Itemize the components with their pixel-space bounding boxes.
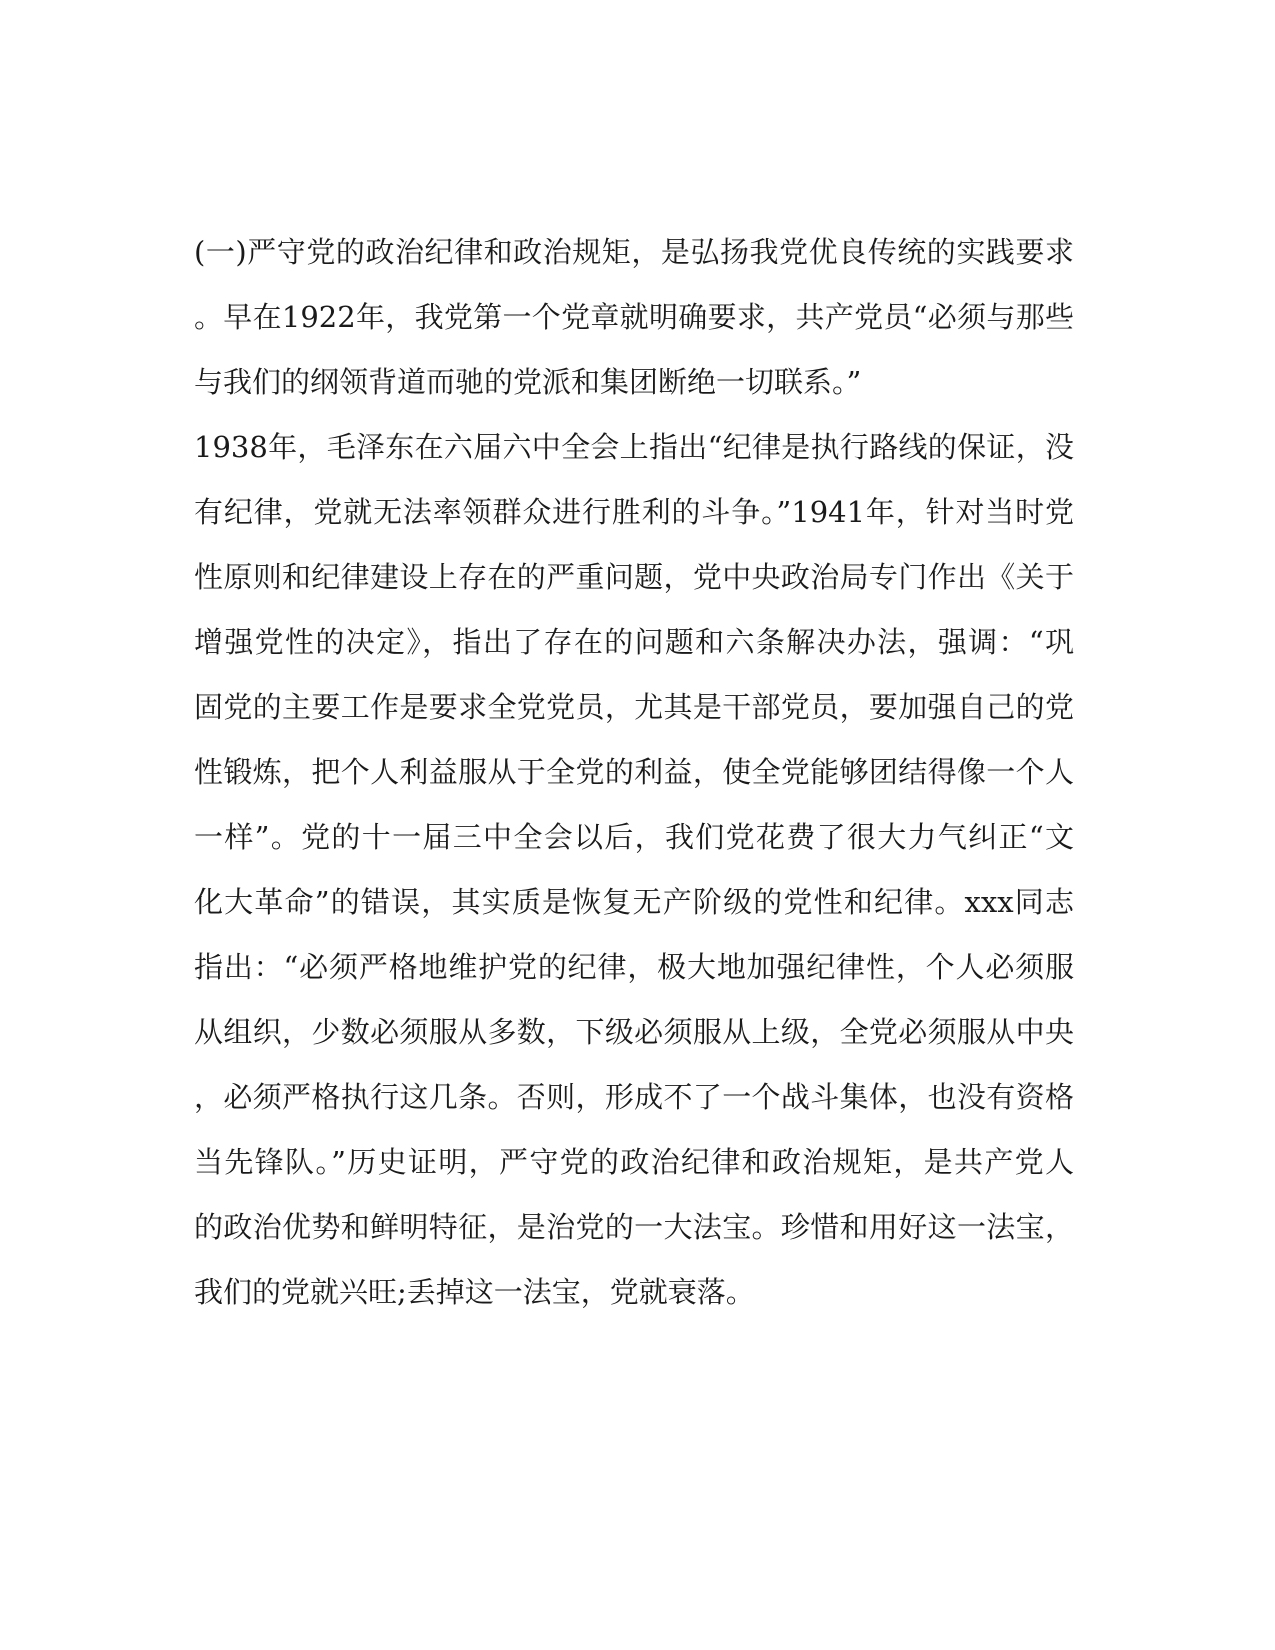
text-line: 性锻炼，把个人利益服从于全党的利益，使全党能够团结得像一个人	[194, 755, 1074, 789]
text-line: 从组织，少数必须服从多数，下级必须服从上级，全党必须服从中央	[194, 1015, 1074, 1049]
text-line: 有纪律，党就无法率领群众进行胜利的斗争。”1941年，针对当时党	[194, 495, 1074, 529]
text-line: 我们的党就兴旺;丢掉这一法宝，党就衰落。	[194, 1275, 755, 1309]
text-line: (一)严守党的政治纪律和政治规矩，是弘扬我党优良传统的实践要求	[194, 235, 1074, 269]
text-line: 增强党性的决定》，指出了存在的问题和六条解决办法，强调：“巩	[194, 625, 1074, 659]
text-line: 指出：“必须严格地维护党的纪律，极大地加强纪律性，个人必须服	[194, 950, 1074, 984]
text-line: 固党的主要工作是要求全党党员，尤其是干部党员，要加强自己的党	[194, 690, 1074, 724]
body-text	[194, 220, 1074, 1325]
text-line: ，必须严格执行这几条。否则，形成不了一个战斗集体，也没有资格	[194, 1080, 1074, 1114]
text-line: 化大革命”的错误，其实质是恢复无产阶级的党性和纪律。xxx同志	[194, 885, 1074, 919]
text-line: 与我们的纲领背道而驰的党派和集团断绝一切联系。”	[194, 365, 862, 399]
text-line: 性原则和纪律建设上存在的严重问题，党中央政治局专门作出《关于	[194, 560, 1074, 594]
text-line: 当先锋队。”历史证明，严守党的政治纪律和政治规矩，是共产党人	[194, 1145, 1074, 1179]
text-line: 1938年，毛泽东在六届六中全会上指出“纪律是执行路线的保证，没	[194, 430, 1074, 464]
text-line: 的政治优势和鲜明特征，是治党的一大法宝。珍惜和用好这一法宝，	[194, 1210, 1074, 1244]
text-line: 一样”。党的十一届三中全会以后，我们党花费了很大力气纠正“文	[194, 820, 1074, 854]
text-line: 。早在1922年，我党第一个党章就明确要求，共产党员“必须与那些	[194, 300, 1074, 334]
